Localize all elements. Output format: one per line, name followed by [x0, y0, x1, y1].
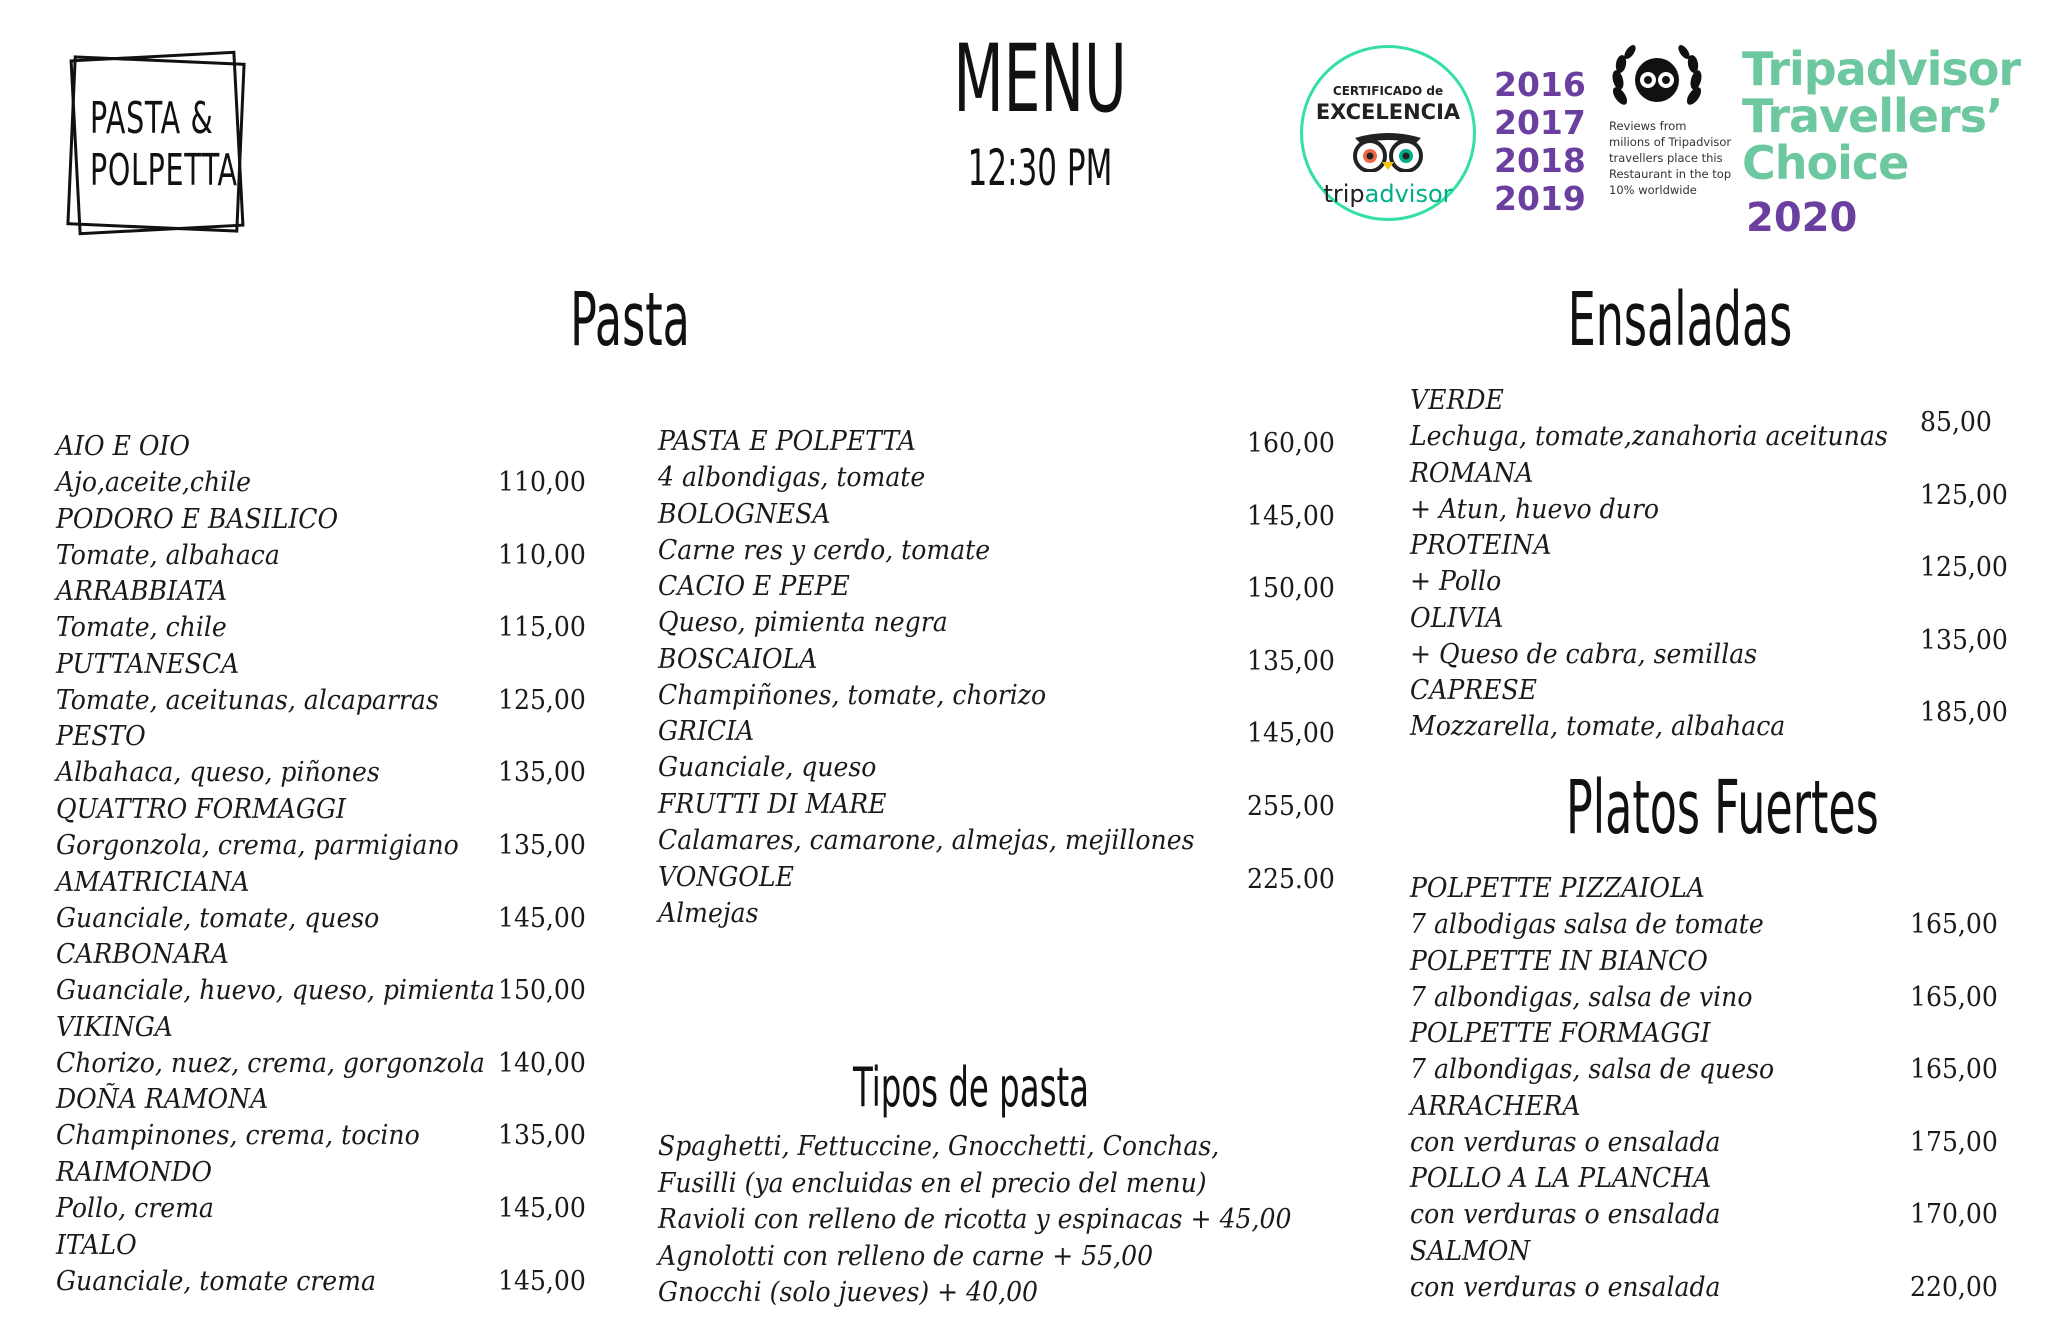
brand-advisor: advisor [1364, 180, 1453, 208]
tc-desc-line: Reviews from [1609, 119, 1687, 133]
menu-item-description: + Pollo [1410, 566, 1502, 598]
travellers-choice-year: 2020 [1746, 195, 1858, 241]
menu-item-description: Chorizo, nuez, crema, gorgonzola [56, 1047, 485, 1079]
menu-item-name: ARRABBIATA [56, 576, 228, 608]
menu-item-description: Champiñones, tomate, chorizo [658, 679, 1047, 711]
menu-item-price: 255,00 [1247, 791, 1335, 822]
section-title-pasta: Pasta [570, 277, 690, 363]
menu-item-description: Tomate, chile [56, 612, 227, 644]
menu-item-description: Tomate, aceitunas, alcaparras [56, 684, 439, 716]
travellers-choice-description [1609, 118, 1749, 198]
menu-item-description: 4 albondigas, tomate [658, 462, 926, 493]
menu-item-name: POLPETTE PIZZAIOLA [1410, 873, 1705, 904]
menu-title: MENU [953, 25, 1127, 134]
year-2017: 2017 [1494, 103, 1586, 142]
menu-item-name: AMATRICIANA [56, 866, 250, 898]
menu-item-price: 150,00 [1247, 573, 1335, 605]
certificate-years [1494, 66, 1586, 218]
menu-item-name: ARRACHERA [1410, 1090, 1581, 1122]
menu-item-price: 145,00 [498, 1193, 586, 1224]
tipo-pasta-line: Agnolotti con relleno de carne + 55,00 [658, 1240, 1154, 1272]
section-title-platos-fuertes: Platos Fuertes [1566, 765, 1879, 851]
menu-item-name: SALMON [1410, 1236, 1531, 1267]
menu-item-description: 7 albondigas, salsa de queso [1410, 1054, 1775, 1086]
menu-item-price: 135,00 [498, 757, 586, 789]
menu-item-price: 85,00 [1920, 407, 1992, 438]
menu-item-name: VIKINGA [56, 1011, 173, 1043]
menu-item-name: BOLOGNESA [658, 498, 831, 530]
menu-item-name: QUATTRO FORMAGGI [56, 794, 346, 825]
tipo-pasta-line: Ravioli con relleno de ricotta y espinacas + 45,00 [658, 1204, 1292, 1235]
menu-item-price: 110,00 [498, 467, 586, 498]
logo-line-1: PASTA & [90, 93, 214, 144]
menu-item-description: 7 albondigas, salsa de vino [1410, 981, 1753, 1013]
menu-item-description: Ajo,aceite,chile [56, 467, 252, 498]
menu-item-description: Queso, pimienta negra [658, 607, 948, 639]
menu-item-name: PODORO E BASILICO [56, 503, 339, 535]
menu-item-price: 125,00 [1920, 552, 2008, 584]
menu-item-name: CARBONARA [56, 939, 229, 971]
menu-item-name: ROMANA [1410, 457, 1534, 489]
year-2016: 2016 [1494, 65, 1586, 104]
menu-item-description: Lechuga, tomate,zanahoria aceitunas [1410, 421, 1888, 452]
menu-item-name: PROTEINA [1410, 530, 1552, 562]
menu-item-description: Carne res y cerdo, tomate [658, 534, 991, 566]
menu-item-name: RAIMONDO [56, 1157, 212, 1188]
menu-item-price: 135,00 [498, 830, 586, 861]
menu-item-price: 135,00 [498, 1120, 586, 1152]
tc-desc-line: travellers place this [1609, 151, 1723, 165]
tc-title-line: Travellers’ [1742, 89, 2003, 143]
menu-item-description: + Queso de cabra, semillas [1410, 638, 1758, 670]
menu-item-price: 175,00 [1910, 1126, 1998, 1158]
menu-item-description: 7 albodigas salsa de tomate [1410, 909, 1764, 940]
menu-item-price: 145,00 [498, 1265, 586, 1297]
menu-item-price: 125,00 [498, 684, 586, 716]
laurel-owl-icon [1610, 44, 1704, 116]
menu-item-price: 145,00 [498, 902, 586, 934]
logo-line-2: POLPETTA [90, 145, 238, 196]
menu-item-name: FRUTTI DI MARE [658, 789, 887, 820]
menu-item-price: 165,00 [1910, 981, 1998, 1013]
menu-item-price: 145,00 [1247, 500, 1335, 532]
menu-item-description: con verduras o ensalada [1410, 1126, 1721, 1158]
menu-item-name: PESTO [56, 721, 146, 753]
menu-item-name: BOSCAIOLA [658, 643, 818, 675]
logo-text [90, 93, 238, 197]
menu-item-price: 145,00 [1247, 718, 1335, 750]
menu-item-name: PUTTANESCA [56, 648, 240, 680]
menu-item-description: Guanciale, tomate crema [56, 1265, 376, 1297]
menu-item-price: 140,00 [498, 1047, 586, 1079]
tc-desc-line: milions of Tripadvisor [1609, 135, 1732, 149]
section-title-tipos-de-pasta: Tipos de pasta [853, 1056, 1090, 1119]
menu-item-description: Gorgonzola, crema, parmigiano [56, 830, 459, 861]
menu-item-price: 115,00 [498, 612, 586, 644]
menu-item-name: DOÑA RAMONA [56, 1084, 269, 1116]
menu-item-name: POLPETTE FORMAGGI [1410, 1018, 1711, 1050]
menu-item-price: 185,00 [1920, 697, 2008, 729]
certificate-top-text: CERTIFICADO de [1332, 84, 1444, 98]
menu-item-description: Tomate, albahaca [56, 539, 280, 571]
certificate-brand [1303, 180, 1473, 208]
menu-item-name: VERDE [1410, 385, 1504, 416]
menu-item-description: Guanciale, tomate, queso [56, 902, 380, 934]
menu-item-description: con verduras o ensalada [1410, 1199, 1721, 1231]
certificate-main-text: EXCELENCIA [1315, 100, 1461, 124]
menu-item-price: 160,00 [1247, 428, 1335, 459]
menu-item-name: CAPRESE [1410, 675, 1538, 707]
brand-trip: trip [1323, 180, 1365, 208]
menu-item-price: 135,00 [1920, 624, 2008, 656]
menu-item-description: + Atun, huevo duro [1410, 493, 1659, 525]
menu-time: 12:30 PM [967, 139, 1113, 197]
menu-item-name: POLLO A LA PLANCHA [1410, 1163, 1712, 1195]
menu-item-description: Guanciale, huevo, queso, pimienta [56, 975, 495, 1007]
menu-item-price: 165,00 [1910, 909, 1998, 940]
tc-desc-line: 10% worldwide [1609, 183, 1697, 197]
menu-item-price: 165,00 [1910, 1054, 1998, 1086]
section-title-ensaladas: Ensaladas [1567, 277, 1793, 363]
owl-logo-icon [1349, 132, 1427, 172]
tripadvisor-certificate-badge [1300, 45, 1476, 221]
menu-item-price: 225.00 [1247, 863, 1335, 895]
tipo-pasta-line: Gnocchi (solo jueves) + 40,00 [658, 1277, 1039, 1308]
menu-item-price: 220,00 [1910, 1272, 1998, 1303]
menu-item-price: 150,00 [498, 975, 586, 1007]
menu-item-name: OLIVIA [1410, 602, 1504, 634]
menu-item-description: Guanciale, queso [658, 752, 877, 784]
menu-item-price: 110,00 [498, 539, 586, 571]
tipo-pasta-line: Fusilli (ya encluidas en el precio del menu) [658, 1167, 1207, 1199]
tc-title-line: Tripadvisor [1742, 42, 2021, 96]
menu-item-description: Pollo, crema [56, 1193, 214, 1224]
menu-item-description: Almejas [658, 897, 759, 929]
tipo-pasta-line: Spaghetti, Fettuccine, Gnocchetti, Conchas, [658, 1131, 1220, 1162]
menu-item-description: con verduras o ensalada [1410, 1272, 1721, 1303]
menu-item-name: POLPETTE IN BIANCO [1410, 945, 1708, 977]
menu-item-description: Mozzarella, tomate, albahaca [1410, 711, 1786, 743]
restaurant-logo [60, 45, 250, 235]
tc-desc-line: Restaurant in the top [1609, 167, 1732, 181]
menu-item-price: 125,00 [1920, 479, 2008, 511]
menu-item-name: AIO E OIO [56, 431, 191, 462]
menu-item-name: ITALO [56, 1229, 137, 1261]
menu-item-description: Champinones, crema, tocino [56, 1120, 420, 1152]
menu-item-description: Calamares, camarone, almejas, mejillones [658, 825, 1195, 856]
travellers-choice-title [1742, 42, 2021, 190]
menu-item-description: Albahaca, queso, piñones [56, 757, 380, 789]
year-2019: 2019 [1494, 179, 1586, 218]
year-2018: 2018 [1494, 141, 1586, 180]
menu-item-name: GRICIA [658, 716, 755, 748]
menu-item-name: CACIO E PEPE [658, 571, 850, 603]
menu-item-name: VONGOLE [658, 861, 794, 893]
menu-item-price: 135,00 [1247, 645, 1335, 677]
tc-title-line: Choice [1742, 136, 1909, 190]
menu-item-name: PASTA E POLPETTA [658, 426, 916, 457]
menu-item-price: 170,00 [1910, 1199, 1998, 1231]
